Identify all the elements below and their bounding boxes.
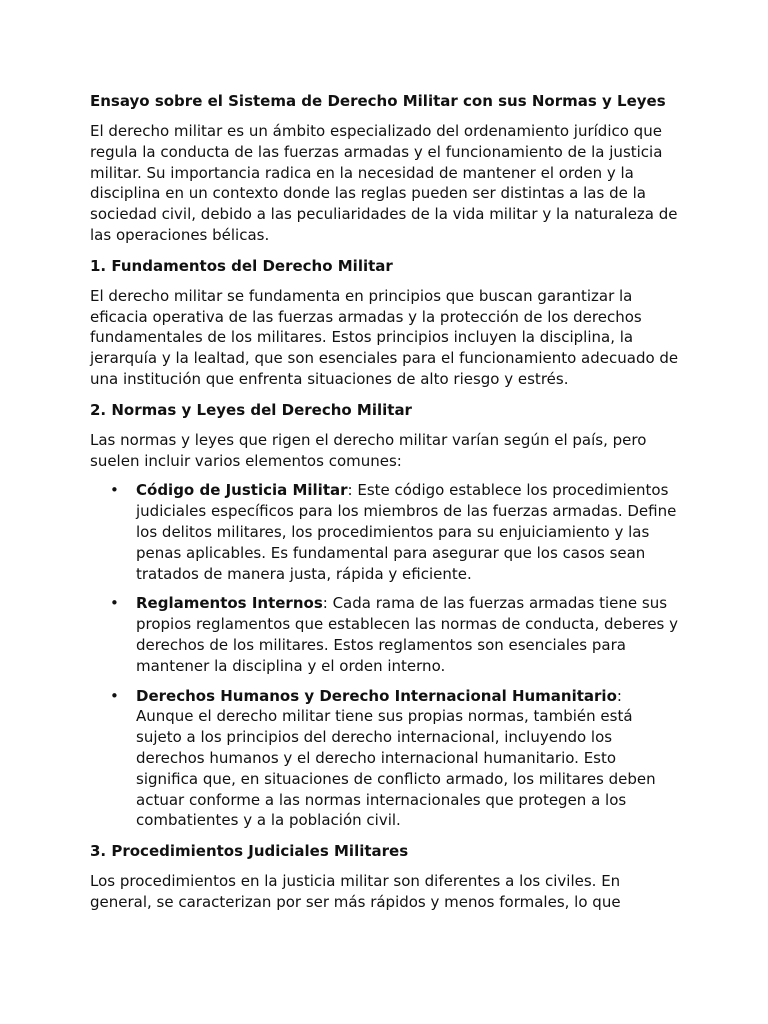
list-item-term: Reglamentos Internos [136,594,323,613]
bullet-icon: • [110,594,119,613]
document-page [90,90,680,922]
section-heading-procedimientos: 3. Procedimientos Judiciales Militares [90,842,409,861]
bullet-icon: • [110,686,119,705]
list-item [90,593,680,676]
document-title: Ensayo sobre el Sistema de Derecho Militar con sus Normas y Leyes [90,92,666,110]
section-body-procedimientos: Los procedimientos en la justicia militar son diferentes a los civiles. En general, se caracterizan por ser más rápidos y menos formales, lo que [90,872,621,911]
bullet-icon: • [110,481,119,500]
section-heading-fundamentos: 1. Fundamentos del Derecho Militar [90,256,393,275]
list-item-text: : Este código establece los procedimientos judiciales específicos para los miembros de las fuerzas armadas. Define los delitos militares, los procedimientos para su enjuiciamiento y las penas aplicables. Es fundamental para asegurar que los casos sean tratados de manera justa, rápida y eficiente. [136,481,677,583]
list-item-term: Código de Justicia Militar [136,481,348,500]
bullet-list [90,480,680,831]
list-item-text: : Cada rama de las fuerzas armadas tiene sus propios reglamentos que establecen las normas de conducta, deberes y derechos de los militares. Estos reglamentos son esenciales para mantener la disciplina y el orden interno. [136,594,679,675]
list-item-text: : Aunque el derecho militar tiene sus propias normas, también está sujeto a los principios del derecho internacional, incluyendo los derechos humanos y el derecho internacional humanitario. Esto significa que, en situaciones de conflicto armado, los militares deben actuar conforme a las normas internacionales que protegen a los combatientes y a la población civil. [136,686,656,830]
section-heading-normas: 2. Normas y Leyes del Derecho Militar [90,400,412,419]
section-body-fundamentos: El derecho militar se fundamenta en principios que buscan garantizar la eficacia operativa de las fuerzas armadas y la protección de los derechos fundamentales de los militares. Estos principios incluyen la disciplina, la jerarquía y la lealtad, que son esenciales para el funcionamiento adecuado de una institución que enfrenta situaciones de alto riesgo y estrés. [90,286,679,388]
list-item-term: Derechos Humanos y Derecho Internacional Humanitario [136,686,617,705]
intro-paragraph: El derecho militar es un ámbito especializado del ordenamiento jurídico que regula la conducta de las fuerzas armadas y el funcionamiento de la justicia militar. Su importancia radica en la necesidad de mantener el orden y la disciplina en un contexto donde las reglas pueden ser distintas a las de la sociedad civil, debido a las peculiaridades de la vida militar y la naturaleza de las operaciones bélicas. [90,122,678,244]
list-item [90,480,680,584]
section-body-normas: Las normas y leyes que rigen el derecho militar varían según el país, pero suelen incluir varios elementos comunes: [90,430,647,470]
list-item [90,686,680,832]
